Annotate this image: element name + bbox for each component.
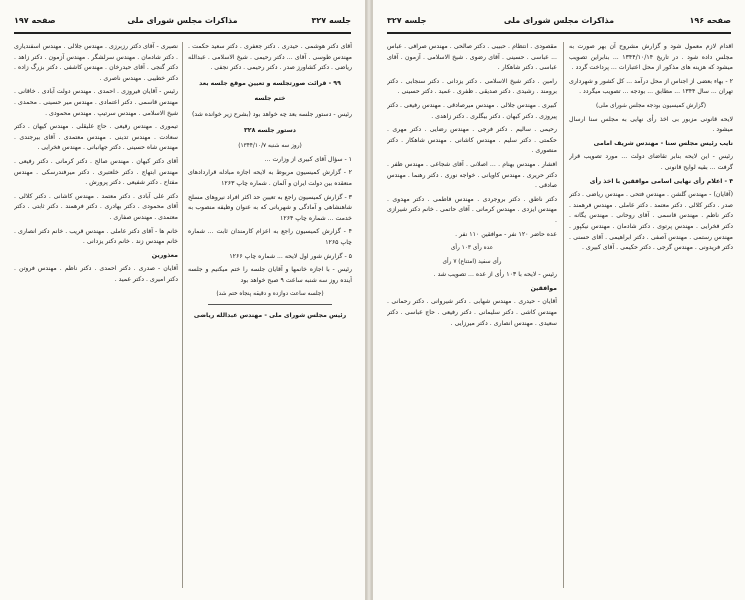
- session-number: جلسه ۳۲۷: [387, 16, 427, 25]
- closing-note: (جلسه ساعت دوازده و دقیقه پنجاه ختم شد): [216, 291, 324, 298]
- paragraph: ۴ - گزارش کمیسیون راجع به اعزام کارمندان ثابت ... شماره چاپ ۱۲۶۵: [188, 228, 352, 246]
- paragraph: کبیری . مهندس جلالی . مهندس میرصادقی . مهندس رفیعی . دکتر پیروزی . دکتر کیهان . دکتر بیگلری . دکتر زاهدی .: [387, 101, 557, 120]
- section-title: ختم جلسه: [254, 95, 286, 103]
- paragraph: دکتر علی آبادی . دکتر معتمد . مهندس کاشانی . دکتر کلالی . آقای محمودی . دکتر بهادری . دکتر فرهمند . دکتر ثابتی . دکتر معتمدی . مهندس صفاری .: [14, 192, 178, 221]
- paragraph: اقدام لازم معمول شود و گزارش مشروح آن بهر صورت به مجلس داده شود . در تاریخ ۱۳۴۴/۱۰/۱۴ ... بنابراین تصویب میشود که هزینه های مذکور از محل اعتبارات ... پرداخت گردد .: [569, 43, 733, 72]
- section-title: ۹۹ - قرائت صورتجلسه و تعیین موقع جلسه بعد: [199, 79, 341, 87]
- paragraph: رئیس - لایحه با ۱۰۳ رأی از عده ... تصویب شد .: [433, 271, 557, 279]
- session-number: صفحه ۱۹۷: [14, 16, 56, 25]
- running-title: مذاکرات مجلس شورای ملی: [503, 16, 615, 25]
- running-title: مذاکرات مجلس شورای ملی: [127, 16, 238, 25]
- paragraph: آقایان - صدری . دکتر احمدی . دکتر ناظم . مهندس فروتن . دکتر امیری . دکتر عمید .: [14, 265, 178, 283]
- signature-block: رئیس مجلس شورای ملی - مهندس عبدالله ریاضی: [193, 311, 347, 319]
- paragraph: لایحه قانونی مزبور بی اخذ رأی نهایی به مجلس سنا ارسال میشود .: [569, 115, 733, 134]
- signature-role: رئیس مجلس شورای ملی: [269, 311, 347, 319]
- paragraph: رئیس - آقایان فیروزی . احمدی . مهندس دولت آبادی . خاقانی . مهندس قاسمی . دکتر اعتمادی . مهندس میر حسینی . محمدی . شیخ الاسلامی . مهندس سرتیپ . مهندس محمودی .: [14, 88, 178, 117]
- right-page-left-column: [387, 42, 557, 588]
- right-page-header: [387, 14, 731, 34]
- left-page-header: [14, 14, 351, 34]
- paragraph: مقصودی . انتظام . حبیبی . دکتر صالحی . مهندس صرافی . عباس ... عباسی . حسینی . آقای رضوی . شیخ الاسلامی . آزمون . آقای عباسی . دکتر شاهکار .: [387, 43, 557, 72]
- paragraph: آقای دکتر هوشمی . حیدری . دکتر جعفری . دکتر سعید حکمت . مهندس طوسی . آقای ... دکتر رحیمی . شیخ الاسلامی . عبدالله ریاضی . دکتر کشاورز صدر . دکتر رحیمی . دکتر نجفی .: [188, 43, 352, 72]
- vote-tally: عده رأی ۱۰۳ رأی: [450, 245, 494, 252]
- column-divider: [563, 42, 564, 588]
- paragraph: نصیری - آقای دکتر رزبرزی . مهندس جلالی . مهندس اسفندیاری . دکتر شادمان . مهندس سرلشگر . مهندس آزمون . دکتر زاهد . دکتر گنجی . آقای حیدرخان . مهندس کاشفی . دکتر بزرگ زاده . دکتر خطیبی . مهندس ناصری .: [14, 43, 178, 82]
- column-divider: [182, 42, 183, 588]
- paragraph: عده حاضر ۱۲۰ نفر - موافقین ۱۱۰ نفر .: [455, 230, 557, 238]
- agenda-date: (روز سه شنبه ۱۳۴۴/۱۰/۷): [238, 143, 302, 150]
- paragraph: ۳ - گزارش کمیسیون راجع به تعیین حد اکثر افراد نیروهای مسلح شاهنشاهی و آمادگی و شهربانی که به عنوان وظیفه منصوب به خدمت ... شماره چاپ ۱۲۶۴: [188, 193, 352, 222]
- paragraph: رامین . دکتر شیخ الاسلامی . دکتر یزدانی . دکتر سنجابی . دکتر برومند . رشیدی . دکتر صدیقی . ظفری . عمید . دکتر حسینی .: [387, 77, 557, 96]
- agenda-title: دستور جلسه ۳۲۸: [244, 126, 296, 134]
- paragraph: (آقایان) - مهندس گلشن . مهندس فتحی . مهندس ریاضی . دکتر صدر . دکتر کلالی . دکتر معتمد . دکتر عاملی . مهندس فرهمند . دکتر ناظم . مهندس قاسمی . آقای روحانی . مهندس یگانه . دکتر فخرایی . مهندس پرتوی . دکتر شادمان . مهندس نیکپور . مهندس رستمی . مهندس آصفی . دکتر ابراهیمی . آقای حسنی . دکتر فریدونی . مهندس گرجی . دکتر حکیمی . آقای کبیری .: [569, 191, 733, 252]
- paragraph: رحیمی . سالیم . دکتر فرجی . مهندس رضایی . دکتر مهری . حکمتی . دکتر سلیم . مهندس کاشانی . مهندس شاهکار . دکتر منصوری .: [387, 126, 557, 155]
- paragraph: آقای دکتر کیهان . مهندس صالح . دکتر کرمانی . دکتر رفیعی . مهندس ابتهاج . دکتر خلعتبری . دکتر میرفندرسکی . مهندس مفتاح . دکتر شفیعی . دکتر پرورش .: [14, 157, 178, 187]
- paragraph: (گزارش کمیسیون بودجه مجلس شورای ملی): [596, 102, 706, 109]
- left-page: [0, 0, 366, 600]
- section-title: موافقین: [530, 284, 557, 292]
- paragraph: ۲ - گزارش کمیسیون مربوط به لایحه اجازه مبادله قراردادهای منعقده بین دولت ایران و آلمان . شماره چاپ ۱۲۶۳: [188, 169, 352, 187]
- paragraph: نایب رئیس مجلس سنا - مهندس شریف امامی: [593, 139, 733, 147]
- paragraph: افشار . مهندس بهنام . ... اصلانی . آقای شجاعی . مهندس ظفر . دکتر حریری . مهندس کاویانی . خواجه نوری . دکتر رهنما . مهندس صادقی .: [387, 160, 557, 190]
- left-page-left-column: [14, 42, 178, 588]
- section-title: معذورین: [151, 251, 178, 259]
- page-number: صفحه ۱۹۶: [689, 16, 731, 25]
- divider: [208, 304, 332, 305]
- paragraph: خانم ها - آقای دکتر عاملی . مهندس قریب . خانم دکتر انصاری . خانم مهندس زند . خانم دکتر یزدانی .: [14, 227, 178, 246]
- paragraph: تیموری . مهندس رفیعی . حاج علیقلی . مهندس کیهان . دکتر سعادت . مهندس تدینی . مهندس معتمدی . آقای بیرجندی . مهندس شاه حسینی . دکتر جهانبانی . مهندس فخرایی .: [14, 123, 178, 152]
- paragraph: آقایان - حیدری . مهندس شهابی . دکتر شیروانی . دکتر رحمانی . مهندس کاشی . دکتر سلیمانی . دکتر رفیعی . حاج عباسی . دکتر سعیدی . مهندس انصاری . دکتر میرزایی .: [387, 298, 557, 327]
- page-number: جلسه ۳۲۷: [311, 16, 351, 25]
- signature-name: مهندس عبدالله ریاضی: [193, 311, 263, 319]
- paragraph: ۵ - گزارش شور اول لایحه ... شماره چاپ ۱۲۶۶: [229, 252, 352, 260]
- paragraph: دکتر ناطق . دکتر بروجردی . مهندس فاطمی . دکتر مهدوی . مهندس ایزدی . مهندس کرمانی . آقای حاتمی . خانم دکتر شیرازی .: [387, 195, 557, 224]
- section-title: ۴ - اعلام رأی نهایی اسامی موافقین با اخذ رأی: [589, 177, 733, 185]
- left-page-right-column: [188, 42, 352, 588]
- paragraph: ۲ - بهاء بعضی از اجناس از محل درآمد ... کل کشور و شهرداری تهران ... سال ۱۳۴۴ ... مطابق ... بودجه ... تصویب میگردد .: [569, 77, 733, 96]
- paragraph: رئیس - این لایحه بنابر تقاضای دولت ... مورد تصویب قرار گرفت ... بقیه لوایح قانونی .: [569, 153, 733, 171]
- right-page-right-column: [569, 42, 733, 588]
- vote-tally: رأی سفید (امتناع) ۷ رأی: [442, 258, 502, 265]
- paragraph: رئیس - با اجازه خانمها و آقایان جلسه را ختم میکنیم و جلسه آینده روز سه شنبه ساعت ۹ صبح خواهد بود: [188, 266, 352, 284]
- right-page: [372, 0, 745, 600]
- paragraph: ۱ - سؤال آقای کبیری از وزارت ...: [264, 155, 352, 163]
- paragraph: رئیس - دستور جلسه بعد چه خواهد بود (بشرح زیر خوانده شد): [191, 110, 352, 118]
